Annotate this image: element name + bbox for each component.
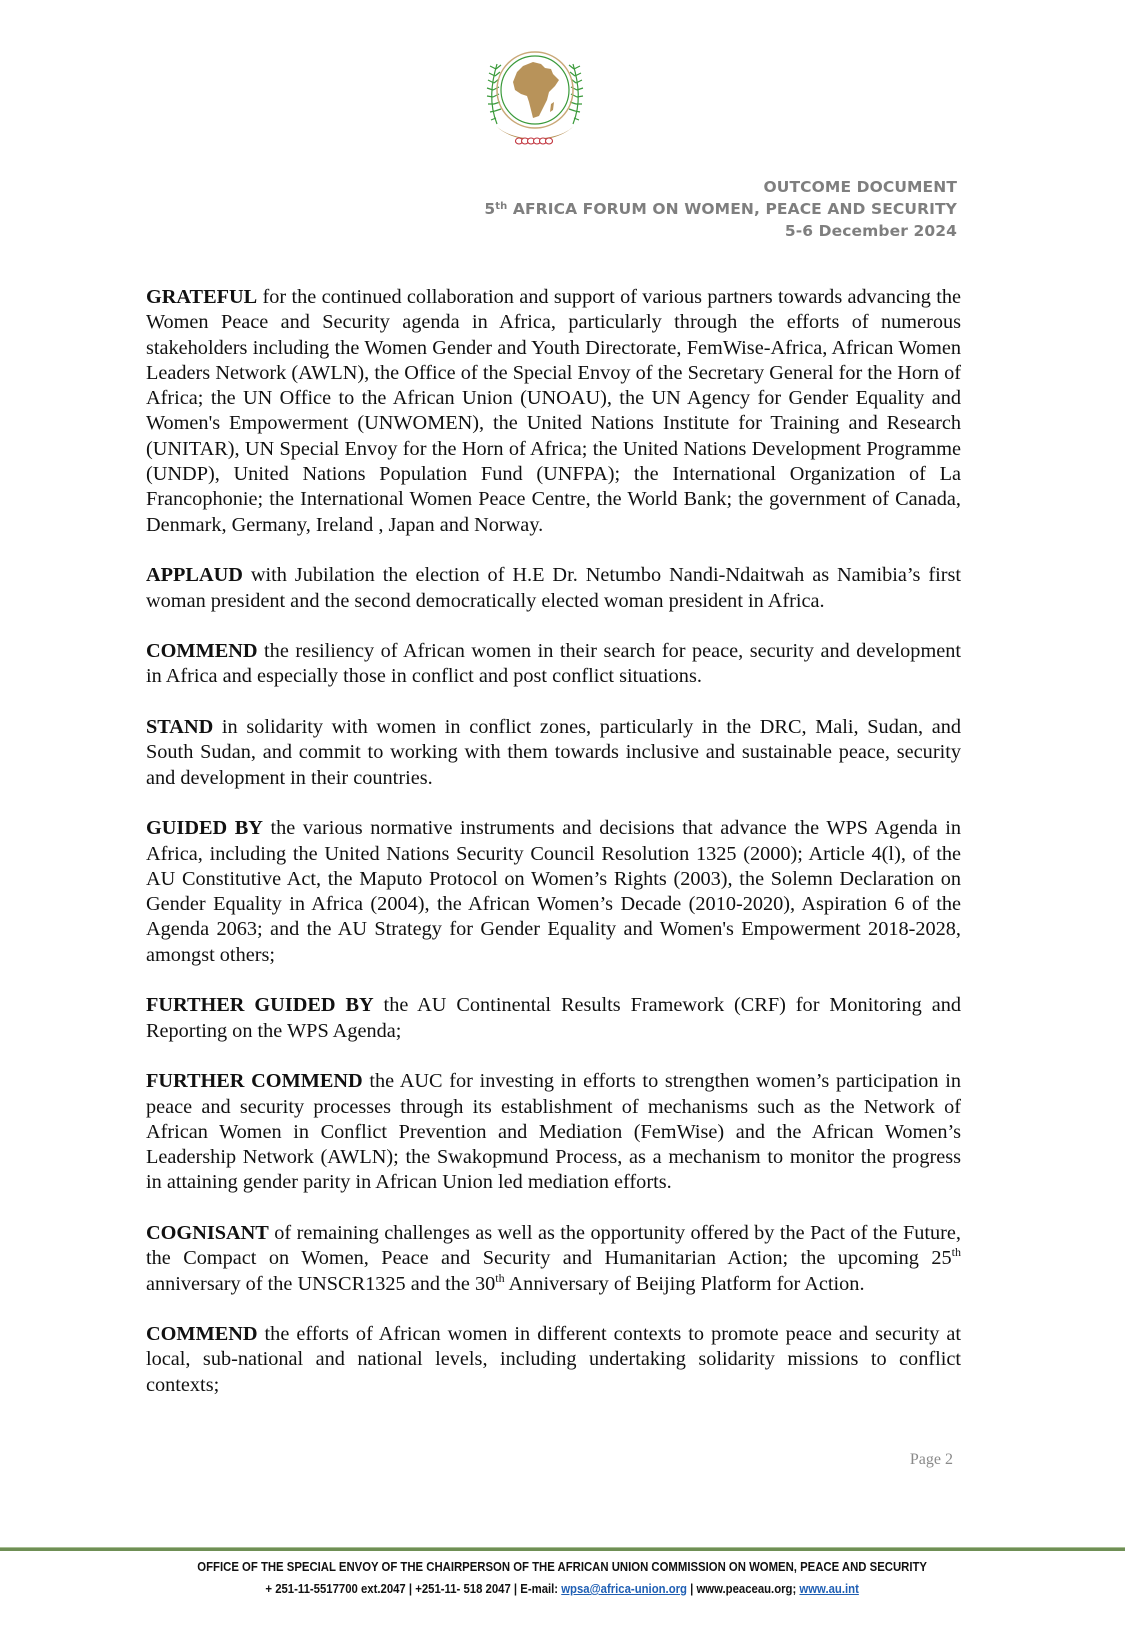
madagascar-icon [550,102,554,112]
page-number: Page 2 [909,1451,953,1468]
footer-office-name: OFFICE OF THE SPECIAL ENVOY OF THE CHAIRPERSON OF THE AFRICAN UNION COMMISSION ON WOMEN, PEACE AND SECURITY [197,1559,927,1574]
document-header [484,176,957,242]
header-date: 5-6 December 2024 [784,222,957,240]
forum-title: AFRICA FORUM ON WOMEN, PEACE AND SECURITY [507,200,957,218]
paragraph-text: in solidarity with women in conflict zones, particularly in the DRC, Mali, Sudan, and South Sudan, and commit to working with them towards inclusive and sustainable peace, security and development in their countries. [146,716,961,789]
footer-contact-line [78,1578,1046,1600]
paragraph-lead: COGNISANT [146,1221,269,1244]
paragraph-text: anniversary of the UNSCR1325 and the 30 [146,1272,496,1295]
footer-website-peaceau: www.peaceau.org; [696,1581,800,1596]
paragraph-lead: STAND [146,716,214,739]
chain-links-icon [516,138,553,144]
paragraph-lead: GRATEFUL [146,286,258,308]
paragraph-text: Anniversary of Beijing Platform for Action. [504,1272,865,1295]
paragraph-text: with Jubilation the election of H.E Dr. Netumbo Nandi-Ndaitwah as Namibia’s first woman president and the second democratically elected woman president in Africa. [146,564,961,612]
paragraph-further-guided-by [146,993,961,1044]
footer-phone-1: + 251-11-5517700 ext.2047 [265,1581,406,1596]
wheat-right-icon [569,64,583,124]
paragraph-text: of remaining challenges as well as the opportunity offered by the Pact of the Future, the Compact on Women, Peace and Security and Humanitarian Action; the upcoming 25 [146,1221,961,1270]
paragraph-grateful [146,285,961,538]
paragraph-commend-resiliency [146,639,961,690]
separator: | [510,1581,521,1596]
ordinal-suffix: th [495,201,508,212]
footer-email-link[interactable]: wpsa@africa-union.org [561,1581,687,1596]
paragraph-lead: COMMEND [146,1323,258,1346]
paragraph-text: the various normative instruments and decisions that advance the WPS Agenda in Africa, including the United Nations Security Council Resolution 1325 (2000); Article 4(l), of the AU Constitutive Act, the Maputo Protocol on Women’s Rights (2003), the Solemn Declaration on Gender Equality in Africa (2004), the African Women’s Decade (2010-2020), Aspiration 6 of the Agenda 2063; and the AU Strategy for Gender Equality and Women's Empowerment 2018-2028, amongst others; [146,817,961,966]
paragraph-applaud [146,563,961,614]
paragraph-stand [146,715,961,791]
paragraph-guided-by [146,816,961,968]
paragraph-lead: FURTHER GUIDED BY [146,994,374,1017]
page-footer [78,1556,1046,1600]
ordinal-suffix: th [495,1270,505,1285]
paragraph-text: for the continued collaboration and support of various partners towards advancing the Women Peace and Security agenda in Africa, particularly through the efforts of numerous stakeholders including the Women Gender and Youth Directorate, FemWise-Africa, African Women Leaders Network (AWLN), the Office of the Special Envoy of the Secretary General for the Horn of Africa; the UN Office to the African Union (UNOAU), the UN Agency for Gender Equality and Women's Empowerment (UNWOMEN), the United Nations Institute for Training and Research (UNITAR), UN Special Envoy for the Horn of Africa; the United Nations Development Programme (UNDP), United Nations Population Fund (UNFPA); the International Organization of La Francophonie; the International Women Peace Centre, the World Bank; the government of Canada, Denmark, Germany, Ireland , Japan and Norway. [146,286,961,536]
header-title: OUTCOME DOCUMENT [763,178,957,196]
separator: | [686,1581,697,1596]
paragraph-lead: APPLAUD [146,564,243,587]
footer-divider [0,1547,1125,1551]
paragraph-lead: GUIDED BY [146,817,263,840]
document-body [146,285,961,1423]
paragraph-text: the efforts of African women in different contexts to promote peace and security at local, sub-national and national levels, including undertaking solidarity missions to conflict contexts; [146,1323,961,1396]
paragraph-text: the resiliency of African women in their search for peace, security and development in Africa and especially those in conflict and post conflict situations. [146,640,961,688]
paragraph-further-commend [146,1069,961,1195]
african-union-emblem-logo [483,44,587,154]
header-forum-name [484,198,957,220]
separator: | [405,1581,416,1596]
paragraph-text: the AU Continental Results Framework (CRF) for Monitoring and Reporting on the WPS Agenda; [146,994,961,1042]
paragraph-cognisant [146,1221,961,1297]
paragraph-lead: FURTHER COMMEND [146,1070,363,1093]
footer-email-label: E-mail: [520,1581,562,1596]
footer-phone-2: +251-11- 518 2047 [415,1581,511,1596]
ordinal-number: 5 [484,200,496,218]
paragraph-lead: COMMEND [146,640,258,663]
wheat-left-icon [487,64,501,124]
footer-website-au-link[interactable]: www.au.int [799,1581,859,1596]
paragraph-commend-efforts [146,1322,961,1398]
paragraph-text: the AUC for investing in efforts to strengthen women’s participation in peace and security processes through its establishment of mechanisms such as the Network of African Women in Conflict Prevention and Mediation (FemWise) and the African Women’s Leadership Network (AWLN); the Swakopmund Process, as a mechanism to monitor the progress in attaining gender parity in African Union led mediation efforts. [146,1070,961,1194]
ordinal-suffix: th [951,1245,961,1260]
base-ribbon [493,122,577,140]
